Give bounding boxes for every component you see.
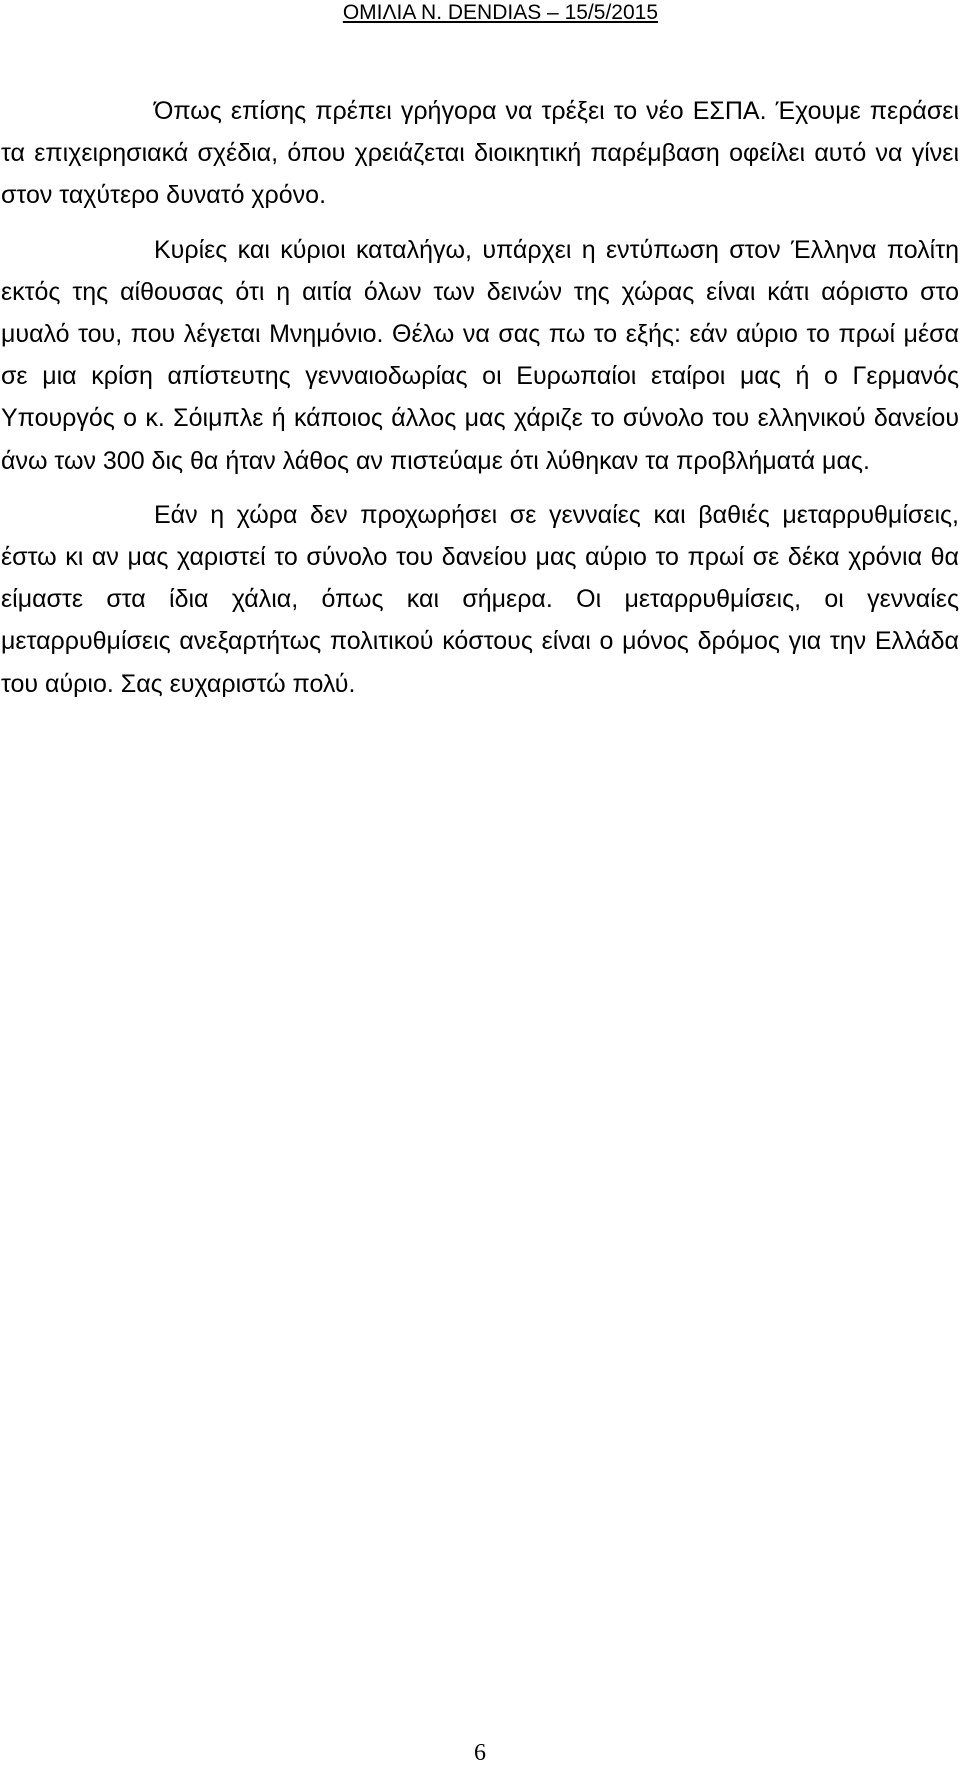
page-number: 6: [474, 1740, 486, 1766]
paragraph-3: Εάν η χώρα δεν προχωρήσει σε γενναίες και βαθιές μεταρρυθμίσεις, έστω κι αν μας χαριστεί το σύνολο του δανείου μας αύριο το πρωί σε δέκα χρόνια θα είμαστε στα ίδια χάλια, όπως και σήμερα. Οι μεταρρυθμίσεις, οι γενναίες μεταρρυθμίσεις ανεξαρτήτως πολιτικού κόστους είναι ο μόνος δρόμος για την Ελλάδα του αύριο. Σας ευχαριστώ πολύ.: [1, 500, 959, 698]
paragraph-1: Όπως επίσης πρέπει γρήγορα να τρέξει το νέο ΕΣΠΑ. Έχουμε περάσει τα επιχειρησιακά σχέδια, όπου χρειάζεται διοικητική παρέμβαση οφείλει αυτό να γίνει στον ταχύτερο δυνατό χρόνο.: [1, 97, 959, 210]
document-body: [1, 90, 959, 717]
page-header: ΟΜΙΛΙΑ N. DENDIAS – 15/5/2015: [342, 1, 658, 24]
paragraph-2: Κυρίες και κύριοι καταλήγω, υπάρχει η εντύπωση στον Έλληνα πολίτη εκτός της αίθουσας ότι η αιτία όλων των δεινών της χώρας είναι κάτι αόριστο στο μυαλό του, που λέγεται Μνημόνιο. Θέλω να σας πω το εξής: εάν αύριο το πρωί μέσα σε μια κρίση απίστευτης γενναιοδωρίας οι Ευρωπαίοι εταίροι μας ή ο Γερμανός Υπουργός ο κ. Σόιμπλε ή κάποιος άλλος μας χάριζε το σύνολο του ελληνικού δανείου άνω των 300 δις θα ήταν λάθος αν πιστεύαμε ότι λύθηκαν τα προβλήματά μας.: [1, 235, 959, 475]
